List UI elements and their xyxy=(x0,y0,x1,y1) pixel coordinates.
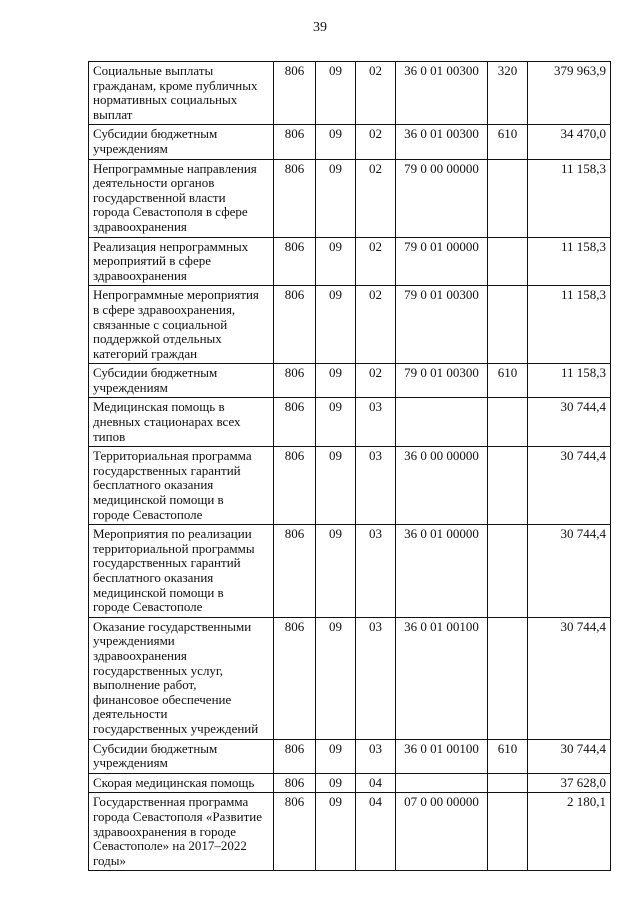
cell-name: Мероприятия по реализации территориальной программы государственных гарантий бесплатного оказания медицинской помощи в городе Севастополе xyxy=(89,525,274,618)
cell-vr: 320 xyxy=(488,62,528,125)
cell-csr: 07 0 00 00000 xyxy=(396,793,488,871)
cell-rz: 09 xyxy=(316,525,356,618)
cell-csr: 36 0 01 00300 xyxy=(396,125,488,159)
cell-rz: 09 xyxy=(316,617,356,739)
cell-sum: 30 744,4 xyxy=(528,739,611,773)
cell-name: Субсидии бюджетным учреждениям xyxy=(89,364,274,398)
cell-vr xyxy=(488,773,528,793)
cell-name: Медицинская помощь в дневных стационарах всех типов xyxy=(89,398,274,447)
budget-table-body xyxy=(89,62,611,871)
cell-vr xyxy=(488,447,528,525)
cell-vr xyxy=(488,159,528,237)
cell-sum: 11 158,3 xyxy=(528,237,611,286)
cell-grbs: 806 xyxy=(274,617,316,739)
cell-csr: 36 0 01 00100 xyxy=(396,617,488,739)
table-row xyxy=(89,62,611,125)
cell-vr: 610 xyxy=(488,125,528,159)
table-row xyxy=(89,525,611,618)
cell-name: Скорая медицинская помощь xyxy=(89,773,274,793)
table-row xyxy=(89,398,611,447)
cell-csr: 36 0 00 00000 xyxy=(396,447,488,525)
cell-pr: 03 xyxy=(356,739,396,773)
cell-grbs: 806 xyxy=(274,739,316,773)
cell-sum: 30 744,4 xyxy=(528,398,611,447)
cell-sum: 11 158,3 xyxy=(528,159,611,237)
cell-pr: 02 xyxy=(356,62,396,125)
cell-name: Субсидии бюджетным учреждениям xyxy=(89,125,274,159)
cell-name: Государственная программа города Севастополя «Развитие здравоохранения в городе Севастополе» на 2017–2022 годы» xyxy=(89,793,274,871)
cell-csr: 36 0 01 00000 xyxy=(396,525,488,618)
table-row xyxy=(89,237,611,286)
cell-name: Оказание государственными учреждениями здравоохранения государственных услуг, выполнение работ, финансовое обеспечение деятельности государственных учреждений xyxy=(89,617,274,739)
cell-pr: 02 xyxy=(356,286,396,364)
table-row xyxy=(89,773,611,793)
cell-sum: 30 744,4 xyxy=(528,525,611,618)
cell-grbs: 806 xyxy=(274,525,316,618)
cell-pr: 02 xyxy=(356,237,396,286)
cell-rz: 09 xyxy=(316,739,356,773)
cell-grbs: 806 xyxy=(274,159,316,237)
cell-pr: 03 xyxy=(356,617,396,739)
cell-sum: 11 158,3 xyxy=(528,364,611,398)
cell-csr: 36 0 01 00300 xyxy=(396,62,488,125)
table-row xyxy=(89,159,611,237)
table-row xyxy=(89,447,611,525)
cell-sum: 37 628,0 xyxy=(528,773,611,793)
cell-rz: 09 xyxy=(316,773,356,793)
cell-grbs: 806 xyxy=(274,447,316,525)
cell-pr: 02 xyxy=(356,125,396,159)
cell-sum: 34 470,0 xyxy=(528,125,611,159)
cell-rz: 09 xyxy=(316,237,356,286)
cell-pr: 02 xyxy=(356,159,396,237)
cell-sum: 30 744,4 xyxy=(528,617,611,739)
table-row xyxy=(89,617,611,739)
cell-sum: 2 180,1 xyxy=(528,793,611,871)
cell-csr: 79 0 00 00000 xyxy=(396,159,488,237)
cell-grbs: 806 xyxy=(274,286,316,364)
cell-name: Реализация непрограммных мероприятий в сфере здравоохранения xyxy=(89,237,274,286)
cell-vr: 610 xyxy=(488,364,528,398)
table-row xyxy=(89,739,611,773)
cell-csr xyxy=(396,773,488,793)
budget-table xyxy=(88,61,611,871)
cell-sum: 379 963,9 xyxy=(528,62,611,125)
cell-name: Социальные выплаты гражданам, кроме публичных нормативных социальных выплат xyxy=(89,62,274,125)
table-row xyxy=(89,125,611,159)
cell-pr: 04 xyxy=(356,773,396,793)
page-number: 39 xyxy=(313,20,327,35)
cell-grbs: 806 xyxy=(274,398,316,447)
cell-pr: 02 xyxy=(356,364,396,398)
cell-vr xyxy=(488,617,528,739)
cell-sum: 11 158,3 xyxy=(528,286,611,364)
cell-csr xyxy=(396,398,488,447)
cell-grbs: 806 xyxy=(274,125,316,159)
cell-grbs: 806 xyxy=(274,364,316,398)
cell-grbs: 806 xyxy=(274,773,316,793)
cell-pr: 03 xyxy=(356,398,396,447)
cell-rz: 09 xyxy=(316,62,356,125)
cell-grbs: 806 xyxy=(274,237,316,286)
cell-grbs: 806 xyxy=(274,62,316,125)
cell-vr xyxy=(488,286,528,364)
cell-name: Субсидии бюджетным учреждениям xyxy=(89,739,274,773)
cell-csr: 79 0 01 00300 xyxy=(396,286,488,364)
cell-name: Непрограммные направления деятельности органов государственной власти города Севастополя в сфере здравоохранения xyxy=(89,159,274,237)
cell-rz: 09 xyxy=(316,364,356,398)
cell-name: Территориальная программа государственных гарантий бесплатного оказания медицинской помощи в городе Севастополе xyxy=(89,447,274,525)
cell-vr xyxy=(488,525,528,618)
table-row xyxy=(89,793,611,871)
cell-vr xyxy=(488,398,528,447)
cell-vr xyxy=(488,237,528,286)
cell-rz: 09 xyxy=(316,286,356,364)
cell-rz: 09 xyxy=(316,793,356,871)
cell-rz: 09 xyxy=(316,159,356,237)
cell-pr: 03 xyxy=(356,525,396,618)
cell-rz: 09 xyxy=(316,125,356,159)
cell-sum: 30 744,4 xyxy=(528,447,611,525)
cell-vr: 610 xyxy=(488,739,528,773)
cell-csr: 36 0 01 00100 xyxy=(396,739,488,773)
cell-rz: 09 xyxy=(316,447,356,525)
table-row xyxy=(89,364,611,398)
cell-name: Непрограммные мероприятия в сфере здравоохранения, связанные с социальной поддержкой отдельных категорий граждан xyxy=(89,286,274,364)
cell-pr: 04 xyxy=(356,793,396,871)
cell-rz: 09 xyxy=(316,398,356,447)
cell-vr xyxy=(488,793,528,871)
cell-csr: 79 0 01 00300 xyxy=(396,364,488,398)
cell-csr: 79 0 01 00000 xyxy=(396,237,488,286)
cell-grbs: 806 xyxy=(274,793,316,871)
cell-pr: 03 xyxy=(356,447,396,525)
table-row xyxy=(89,286,611,364)
